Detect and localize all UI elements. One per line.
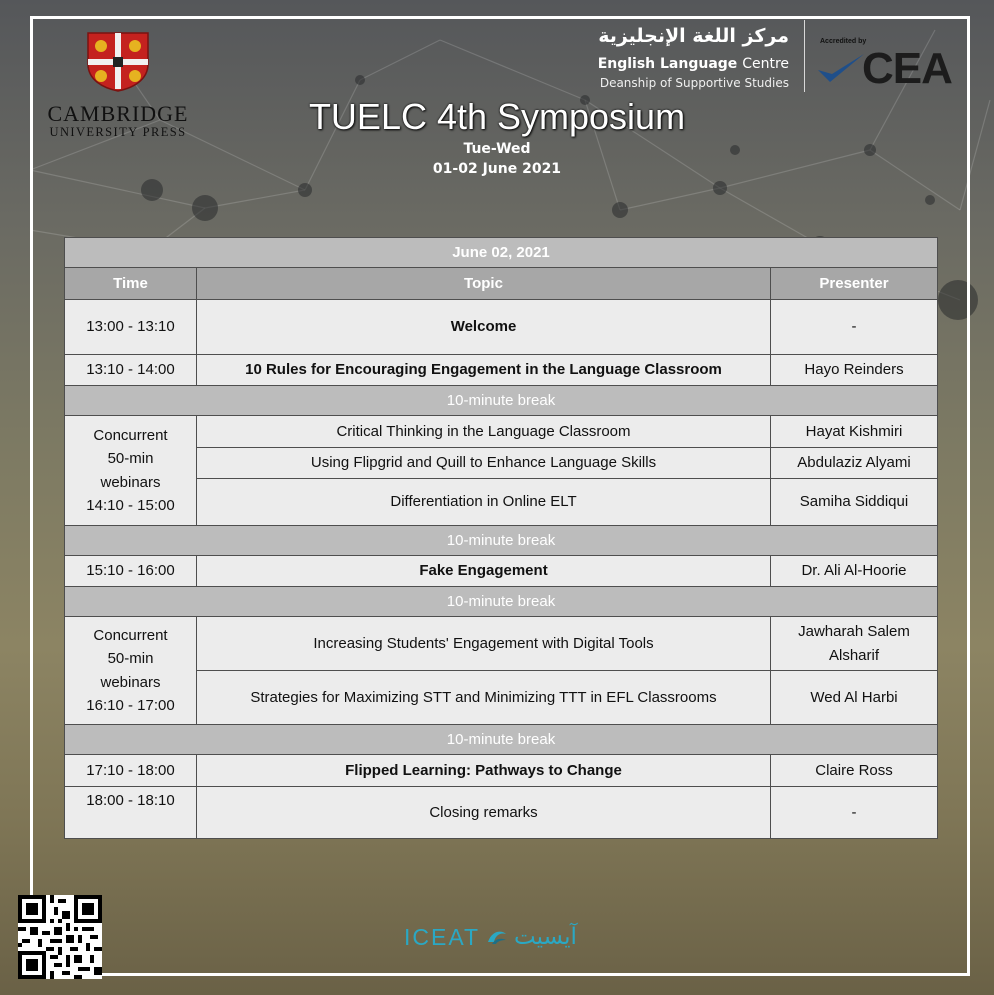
elc-english-light: Centre xyxy=(742,56,789,72)
row-presenter: Hayo Reinders xyxy=(771,355,938,386)
table-row xyxy=(65,787,938,839)
schedule-table xyxy=(64,237,938,839)
table-row xyxy=(65,556,938,587)
concurrent-line: 14:10 - 15:00 xyxy=(86,497,175,514)
break-label: 10-minute break xyxy=(65,587,938,617)
concurrent-line: webinars xyxy=(100,673,161,691)
table-row xyxy=(65,300,938,355)
table-row xyxy=(65,755,938,787)
row-topic: Increasing Students' Engagement with Digital Tools xyxy=(197,617,771,671)
row-time: 17:10 - 18:00 xyxy=(65,755,197,787)
break-label: 10-minute break xyxy=(65,386,938,416)
column-header-time: Time xyxy=(65,268,197,300)
table-row xyxy=(65,617,938,671)
concurrent-line: 50-min xyxy=(107,650,154,667)
presenter-line: Jawharah Salem xyxy=(798,622,910,640)
break-row xyxy=(65,587,938,617)
row-time: 18:00 - 18:10 xyxy=(65,787,197,839)
event-title: TUELC 4th Symposium xyxy=(308,96,686,137)
concurrent-time-cell xyxy=(65,416,197,526)
concurrent-time-cell xyxy=(65,617,197,725)
row-time: 15:10 - 16:00 xyxy=(65,556,197,587)
concurrent-line: Concurrent xyxy=(93,626,168,644)
elc-deanship: Deanship of Supportive Studies xyxy=(599,76,789,90)
english-language-centre-logo xyxy=(598,22,789,92)
break-row xyxy=(65,725,938,755)
event-dates: 01-02 June 2021 xyxy=(432,161,562,177)
column-header-presenter: Presenter xyxy=(771,268,938,300)
row-presenter: Claire Ross xyxy=(771,755,938,787)
row-topic: Welcome xyxy=(197,300,771,355)
row-presenter: - xyxy=(771,300,938,355)
table-row xyxy=(65,355,938,386)
cambridge-crest-icon xyxy=(85,30,151,92)
row-topic: Differentiation in Online ELT xyxy=(197,479,771,526)
row-presenter: - xyxy=(771,787,938,839)
break-row xyxy=(65,386,938,416)
concurrent-line: 16:10 - 17:00 xyxy=(86,697,175,714)
break-label: 10-minute break xyxy=(65,526,938,556)
day-header-row xyxy=(65,238,938,268)
iceat-swirl-icon xyxy=(486,928,508,946)
elc-english-bold: English Language xyxy=(597,56,738,72)
elc-english-name xyxy=(598,54,789,74)
row-topic: Using Flipgrid and Quill to Enhance Language Skills xyxy=(197,448,771,479)
title-block xyxy=(0,96,994,179)
row-presenter: Hayat Kishmiri xyxy=(771,416,938,448)
row-presenter: Wed Al Harbi xyxy=(771,671,938,725)
row-topic: Closing remarks xyxy=(197,787,771,839)
iceat-logo xyxy=(404,923,577,951)
concurrent-line: 50-min xyxy=(107,450,154,467)
column-header-row xyxy=(65,268,938,300)
event-days: Tue-Wed xyxy=(463,141,531,157)
row-topic: Critical Thinking in the Language Classroom xyxy=(197,416,771,448)
table-row xyxy=(65,416,938,448)
row-presenter: Abdulaziz Alyami xyxy=(771,448,938,479)
iceat-arabic: آيسيت xyxy=(514,924,577,950)
column-header-topic: Topic xyxy=(197,268,771,300)
row-presenter xyxy=(771,617,938,671)
row-presenter: Samiha Siddiqui xyxy=(771,479,938,526)
row-time: 13:00 - 13:10 xyxy=(65,300,197,355)
presenter-line: Alsharif xyxy=(828,646,880,664)
day-header: June 02, 2021 xyxy=(65,238,938,268)
checkmark-icon xyxy=(816,52,866,86)
cea-logo xyxy=(816,38,966,91)
break-row xyxy=(65,526,938,556)
cup-name: CAMBRIDGE xyxy=(47,101,189,126)
cea-accredited-label: Accredited by xyxy=(820,38,867,45)
elc-arabic-name: مركز اللغة الإنجليزية xyxy=(598,25,789,47)
row-presenter: Dr. Ali Al-Hoorie xyxy=(771,556,938,587)
row-topic: 10 Rules for Encouraging Engagement in the Language Classroom xyxy=(197,355,771,386)
concurrent-line: webinars xyxy=(100,473,161,491)
concurrent-line: Concurrent xyxy=(93,426,168,444)
cea-name: CEA xyxy=(862,44,952,93)
logo-divider xyxy=(804,20,805,92)
row-topic: Strategies for Maximizing STT and Minimizing TTT in EFL Classrooms xyxy=(197,671,771,725)
row-topic: Flipped Learning: Pathways to Change xyxy=(197,755,771,787)
cea-mark xyxy=(816,44,966,93)
qr-code[interactable] xyxy=(18,895,102,979)
iceat-english: ICEAT xyxy=(404,924,481,950)
break-label: 10-minute break xyxy=(65,725,938,755)
row-time: 13:10 - 14:00 xyxy=(65,355,197,386)
cup-subtitle: UNIVERSITY PRESS xyxy=(49,125,187,139)
row-topic: Fake Engagement xyxy=(197,556,771,587)
